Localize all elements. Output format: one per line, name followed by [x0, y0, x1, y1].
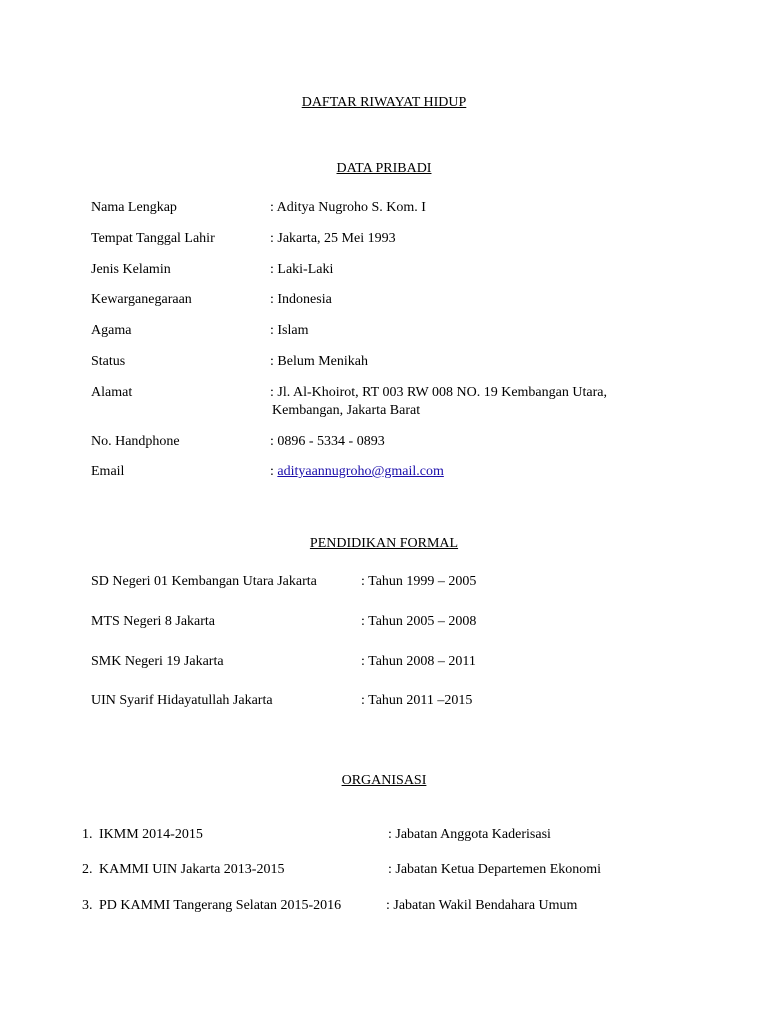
personal-value-phone: : 0896 - 5334 - 0893 — [270, 434, 385, 449]
organization-role-3: : Jabatan Wakil Bendahara Umum — [386, 898, 578, 913]
personal-label-phone: No. Handphone — [91, 434, 180, 449]
education-school-4: UIN Syarif Hidayatullah Jakarta — [91, 693, 273, 708]
personal-label-email: Email — [91, 464, 125, 479]
education-school-1: SD Negeri 01 Kembangan Utara Jakarta — [91, 574, 317, 589]
education-years-1: : Tahun 1999 – 2005 — [361, 574, 477, 589]
personal-value-nationality: : Indonesia — [270, 292, 332, 307]
personal-value-address-line2: Kembangan, Jakarta Barat — [272, 403, 421, 418]
personal-data-heading: DATA PRIBADI — [336, 161, 432, 176]
personal-value-status: : Belum Menikah — [270, 354, 368, 369]
personal-value-birth: : Jakarta, 25 Mei 1993 — [270, 231, 396, 246]
organization-name-2: KAMMI UIN Jakarta 2013-2015 — [99, 862, 285, 877]
document-title: DAFTAR RIWAYAT HIDUP — [301, 95, 467, 110]
organization-name-1: IKMM 2014-2015 — [99, 827, 203, 842]
education-heading: PENDIDIKAN FORMAL — [309, 536, 459, 551]
organization-role-1: : Jabatan Anggota Kaderisasi — [388, 827, 551, 842]
personal-value-email — [270, 463, 444, 481]
personal-label-name: Nama Lengkap — [91, 200, 177, 215]
personal-value-name: : Aditya Nugroho S. Kom. I — [270, 200, 426, 215]
education-years-3: : Tahun 2008 – 2011 — [361, 654, 476, 669]
personal-label-birth: Tempat Tanggal Lahir — [91, 231, 215, 246]
personal-value-religion: : Islam — [270, 323, 309, 338]
education-school-2: MTS Negeri 8 Jakarta — [91, 614, 216, 629]
education-years-4: : Tahun 2011 –2015 — [361, 693, 473, 708]
personal-value-address: : Jl. Al-Khoirot, RT 003 RW 008 NO. 19 Kembangan Utara, — [270, 385, 607, 400]
personal-label-address: Alamat — [91, 385, 133, 400]
organization-role-2: : Jabatan Ketua Departemen Ekonomi — [388, 862, 602, 877]
personal-label-status: Status — [91, 354, 126, 369]
personal-label-religion: Agama — [91, 323, 132, 338]
personal-label-gender: Jenis Kelamin — [91, 262, 171, 277]
organization-heading: ORGANISASI — [341, 773, 427, 788]
education-years-2: : Tahun 2005 – 2008 — [361, 614, 477, 629]
organization-name-3: PD KAMMI Tangerang Selatan 2015-2016 — [99, 898, 342, 913]
email-link[interactable]: adityaannugroho@gmail.com — [277, 464, 444, 479]
email-prefix: : — [270, 464, 278, 479]
organization-number-3: 3. — [82, 898, 93, 913]
organization-number-1: 1. — [82, 827, 93, 842]
education-school-3: SMK Negeri 19 Jakarta — [91, 654, 224, 669]
personal-label-nationality: Kewarganegaraan — [91, 292, 192, 307]
personal-value-gender: : Laki-Laki — [270, 262, 334, 277]
organization-number-2: 2. — [82, 862, 93, 877]
